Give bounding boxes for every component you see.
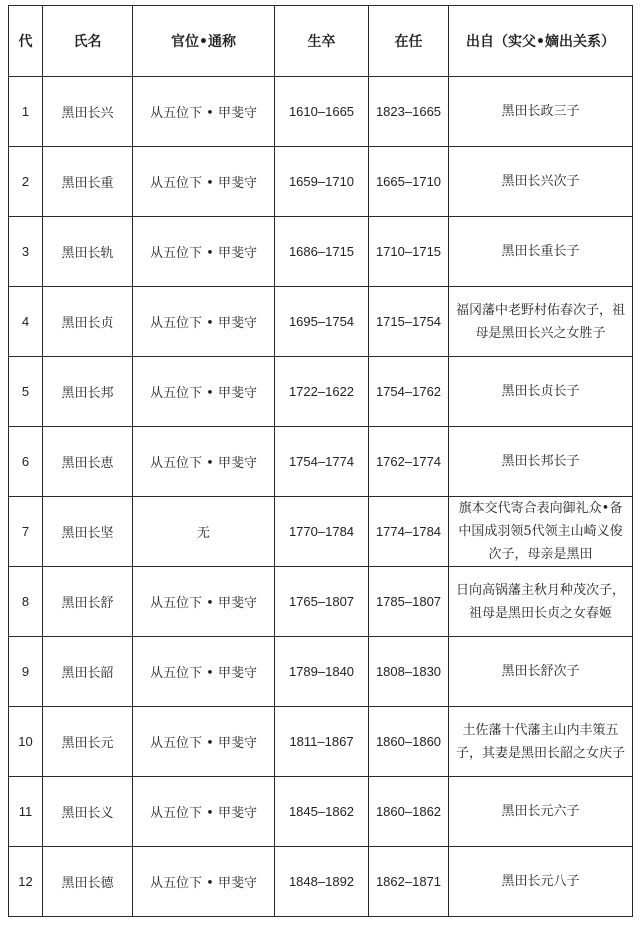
lifespan-cell: 1789–1840 (275, 637, 369, 707)
origin-cell: 旗本交代寄合表向御礼众•备中国成羽领5代领主山崎义俊次子，母亲是黑田 (449, 497, 633, 567)
rank-cell: 从五位下 • 甲斐守 (133, 707, 275, 777)
table-row (9, 147, 633, 217)
lifespan-cell: 1722–1622 (275, 357, 369, 427)
generation-cell: 4 (9, 287, 43, 357)
origin-cell: 黑田长贞长子 (449, 357, 633, 427)
origin-cell: 土佐藩十代藩主山内丰策五子，其妻是黑田长韶之女庆子 (449, 707, 633, 777)
name-cell: 黑田长元 (43, 707, 133, 777)
table-row (9, 567, 633, 637)
rank-cell: 从五位下 • 甲斐守 (133, 777, 275, 847)
tenure-cell: 1762–1774 (369, 427, 449, 497)
name-cell: 黑田长坚 (43, 497, 133, 567)
generation-cell: 2 (9, 147, 43, 217)
lifespan-cell: 1770–1784 (275, 497, 369, 567)
rank-cell: 从五位下 • 甲斐守 (133, 567, 275, 637)
tenure-cell: 1823–1665 (369, 77, 449, 147)
name-cell: 黑田长重 (43, 147, 133, 217)
rank-cell: 从五位下 • 甲斐守 (133, 287, 275, 357)
table-row (9, 287, 633, 357)
tenure-cell: 1785–1807 (369, 567, 449, 637)
name-cell: 黑田长舒 (43, 567, 133, 637)
lifespan-cell: 1659–1710 (275, 147, 369, 217)
rank-cell: 从五位下 • 甲斐守 (133, 357, 275, 427)
table-row (9, 497, 633, 567)
lineage-table (8, 5, 633, 917)
header-name: 氏名 (43, 6, 133, 77)
rank-cell: 从五位下 • 甲斐守 (133, 637, 275, 707)
lifespan-cell: 1811–1867 (275, 707, 369, 777)
name-cell: 黑田长兴 (43, 77, 133, 147)
origin-cell: 黑田长兴次子 (449, 147, 633, 217)
tenure-cell: 1710–1715 (369, 217, 449, 287)
generation-cell: 10 (9, 707, 43, 777)
name-cell: 黑田长恵 (43, 427, 133, 497)
header-rank: 官位•通称 (133, 6, 275, 77)
origin-cell: 黑田长重长子 (449, 217, 633, 287)
generation-cell: 3 (9, 217, 43, 287)
tenure-cell: 1808–1830 (369, 637, 449, 707)
rank-cell: 从五位下 • 甲斐守 (133, 217, 275, 287)
header-tenure: 在任 (369, 6, 449, 77)
table-row (9, 777, 633, 847)
table-row (9, 847, 633, 917)
header-lifespan: 生卒 (275, 6, 369, 77)
tenure-cell: 1665–1710 (369, 147, 449, 217)
table-row (9, 77, 633, 147)
name-cell: 黑田长韶 (43, 637, 133, 707)
table-row (9, 217, 633, 287)
origin-cell: 黑田长舒次子 (449, 637, 633, 707)
header-row (9, 6, 633, 77)
origin-cell: 福冈藩中老野村佑春次子，祖母是黑田长兴之女胜子 (449, 287, 633, 357)
tenure-cell: 1860–1860 (369, 707, 449, 777)
lifespan-cell: 1765–1807 (275, 567, 369, 637)
rank-cell: 无 (133, 497, 275, 567)
generation-cell: 1 (9, 77, 43, 147)
origin-cell: 黑田长邦长子 (449, 427, 633, 497)
table-row (9, 707, 633, 777)
generation-cell: 7 (9, 497, 43, 567)
lifespan-cell: 1686–1715 (275, 217, 369, 287)
name-cell: 黑田长邦 (43, 357, 133, 427)
rank-cell: 从五位下 • 甲斐守 (133, 847, 275, 917)
generation-cell: 5 (9, 357, 43, 427)
rank-cell: 从五位下 • 甲斐守 (133, 427, 275, 497)
tenure-cell: 1754–1762 (369, 357, 449, 427)
header-origin: 出自（实父•嫡出关系） (449, 6, 633, 77)
header-generation: 代 (9, 6, 43, 77)
tenure-cell: 1862–1871 (369, 847, 449, 917)
name-cell: 黑田长德 (43, 847, 133, 917)
origin-cell: 黑田长元六子 (449, 777, 633, 847)
table-row (9, 637, 633, 707)
generation-cell: 6 (9, 427, 43, 497)
table-row (9, 427, 633, 497)
rank-cell: 从五位下 • 甲斐守 (133, 77, 275, 147)
table-header (9, 6, 633, 77)
name-cell: 黑田长贞 (43, 287, 133, 357)
generation-cell: 12 (9, 847, 43, 917)
generation-cell: 11 (9, 777, 43, 847)
tenure-cell: 1774–1784 (369, 497, 449, 567)
generation-cell: 8 (9, 567, 43, 637)
name-cell: 黑田长义 (43, 777, 133, 847)
lifespan-cell: 1848–1892 (275, 847, 369, 917)
tenure-cell: 1715–1754 (369, 287, 449, 357)
tenure-cell: 1860–1862 (369, 777, 449, 847)
table-row (9, 357, 633, 427)
origin-cell: 日向高锅藩主秋月种茂次子，祖母是黑田长贞之女春姬 (449, 567, 633, 637)
generation-cell: 9 (9, 637, 43, 707)
origin-cell: 黑田长政三子 (449, 77, 633, 147)
lifespan-cell: 1695–1754 (275, 287, 369, 357)
lifespan-cell: 1845–1862 (275, 777, 369, 847)
name-cell: 黑田长轨 (43, 217, 133, 287)
table-body (9, 77, 633, 917)
rank-cell: 从五位下 • 甲斐守 (133, 147, 275, 217)
origin-cell: 黑田长元八子 (449, 847, 633, 917)
lifespan-cell: 1754–1774 (275, 427, 369, 497)
lifespan-cell: 1610–1665 (275, 77, 369, 147)
